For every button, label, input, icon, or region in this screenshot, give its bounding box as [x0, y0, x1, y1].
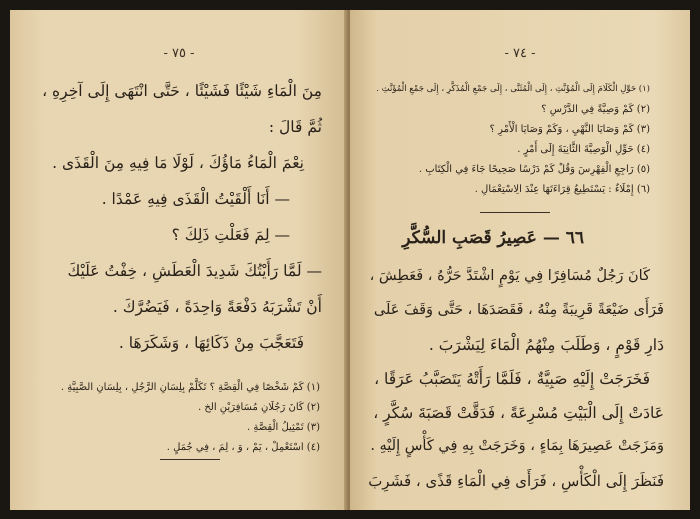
body-line: دَارِ قَوْمٍ ، وَطَلَبَ مِنْهُمُ الْمَاءَ لِيَشْرَبَ . [428, 336, 664, 354]
body-line: ثُمَّ قَالَ : [268, 118, 322, 136]
body-line: — لِمَ فَعَلْتِ ذَلِكَ ؟ [171, 226, 290, 244]
question-line: (٢) كَانَ رَجُلَانِ مُسَافِرَيْنِ الخ . [197, 402, 320, 413]
divider [160, 459, 220, 460]
body-line: — أَنَا أَلْقَيْتُ الْقَذَى فِيهِ عَمْدًا . [101, 190, 290, 208]
body-line: كَانَ رَجُلٌ مُسَافِرًا فِي يَوْمٍ اشْتَدَّ حَرُّهُ ، فَعَطِشَ ، [369, 268, 650, 284]
question-line: (٤) اسْتَعْمِلْ ، يَمْ ، وَ ، لِمَ ، فِي جُمَلٍ . [166, 442, 320, 453]
page-number-right: - ٧٤ - [504, 46, 536, 61]
body-line: فَتَعَجَّبَ مِنْ ذَكَائِهَا ، وَشَكَرَهَا . [118, 334, 304, 352]
right-page [350, 10, 690, 510]
body-line: أَنْ تَشْرَبَهُ دَفْعَةً وَاحِدَةً ، فَيَضُرَّكَ . [112, 298, 322, 316]
question-line: (١) حَوِّلِ الْكَلَامَ إِلَى الْمُؤَنَّثِ ، إِلَى الْمُثَنَّى ، إِلَى جَمْعِ الْمُذَكَّرِ ، إِلَى جَمْعِ الْمُؤَنَّثِ . [376, 84, 650, 94]
divider [480, 212, 550, 213]
question-line: (٣) تَمْثِيلُ الْقِصَّةِ . [247, 422, 320, 433]
body-line: وَمَزَجَتْ عَصِيرَهَا بِمَاءٍ ، وَخَرَجَتْ بِهِ فِي كَأْسٍ إِلَيْهِ . [370, 438, 664, 454]
open-book [10, 10, 690, 510]
body-line: فَنَظَرَ إِلَى الْكَأْسِ ، فَرَأَى فِي الْمَاءِ قَذًى ، فَشَرِبَ [368, 472, 664, 490]
page-number-left: - ٧٥ - [163, 46, 195, 61]
body-line: فَخَرَجَتْ إِلَيْهِ صَبِيَّةٌ ، فَلَمَّا رَأَتْهُ يَتَصَبَّبُ عَرَقًا ، [374, 370, 650, 388]
body-line: نِعْمَ الْمَاءُ مَاؤُكَ ، لَوْلَا مَا فِيهِ مِنَ الْقَذَى . [52, 154, 304, 172]
body-line: عَادَتْ إِلَى الْبَيْتِ مُسْرِعَةً ، فَدَقَّتْ قَصَبَةَ سُكَّرٍ ، [373, 404, 664, 422]
body-line: — لَمَّا رَأَيْتُكَ شَدِيدَ الْعَطَشِ ، خِفْتُ عَلَيْكَ [67, 262, 322, 280]
question-line: (١) كَمْ شَخْصًا فِي الْقِصَّةِ ؟ تَكَلَّمْ بِلِسَانِ الرَّجُلِ ، بِلِسَانِ الصَّبِيَّةِ . [60, 382, 320, 393]
question-line: (٤) حَوِّلِ الْوَصِيَّةَ الثَّانِيَةَ إِلَى أَمْرٍ . [517, 144, 650, 155]
lesson-title: ٦٦ — عَصِيرُ قَصَبِ السُّكَّرِ [402, 228, 584, 248]
question-line: (٢) كَمْ وَصِيَّةً فِي الدَّرْسِ ؟ [541, 104, 650, 115]
question-line: (٣) كَمْ وَصَايَا النَّهْيِ ، وَكَمْ وَصَايَا الْأَمْرِ ؟ [489, 124, 650, 135]
question-line: (٦) إِمْلَاءٌ : يَسْتَطِيعُ قِرَاءَتَهَا عِنْدَ الِاسْتِعْمَالِ . [474, 184, 650, 195]
question-line: (٥) رَاجِعِ الْفِهْرِسَ وَقُلْ كَمْ دَرْسًا صَحِيحًا جَاءَ فِي الْكِتَابِ . [418, 164, 650, 175]
left-page [10, 10, 348, 510]
body-line: مِنَ الْمَاءِ شَيْئًا فَشَيْئًا ، حَتَّى انْتَهَى إِلَى آخِرِهِ ، [42, 82, 322, 100]
body-line: فَرَأَى ضَيْعَةً قَرِيبَةً مِنْهُ ، فَقَصَدَهَا ، حَتَّى وَقَفَ عَلَى [373, 302, 664, 318]
